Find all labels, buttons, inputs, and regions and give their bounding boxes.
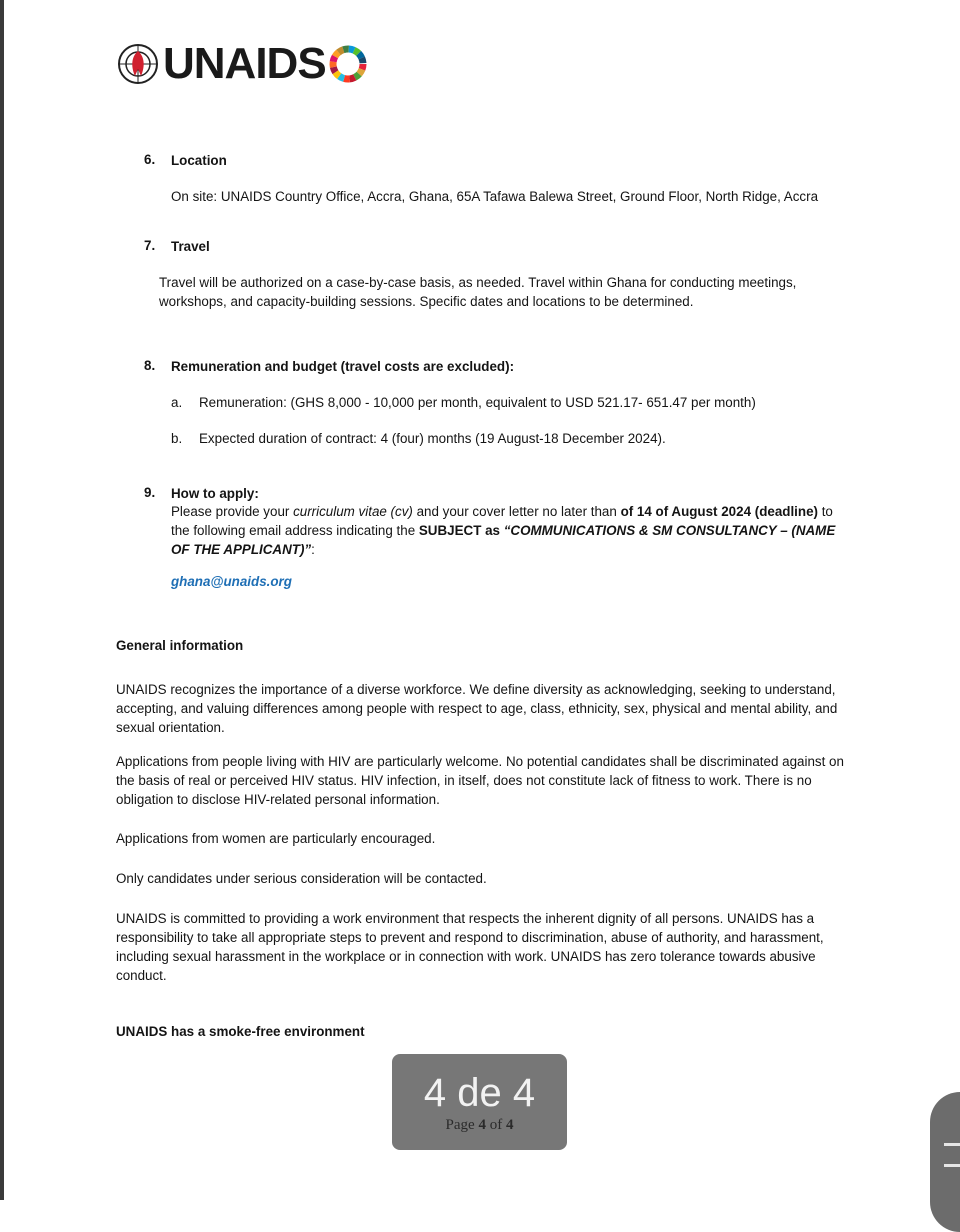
section-heading-location: Location (171, 153, 227, 168)
list-marker: a. (171, 395, 183, 410)
general-information-heading: General information (116, 638, 244, 653)
dignity-paragraph: UNAIDS is committed to providing a work environment that respects the inherent dignity of all persons. UNAIDS has a responsibility to take all appropriate steps to prevent and respond to discrimination, abuse of authority, and harassment, including sexual harassment in the workplace or in connection with work. UNAIDS has zero tolerance towards abusive conduct. (116, 911, 824, 983)
travel-text: Travel will be authorized on a case-by-case basis, as needed. Travel within Ghana for conducting meetings, workshops, and capacity-building sessions. Specific dates and locations to be determined. (159, 275, 797, 309)
section-heading-how-to-apply: How to apply: (171, 486, 259, 501)
section-heading-remuneration: Remuneration and budget (travel costs are excluded): (171, 359, 515, 374)
hiv-paragraph: Applications from people living with HIV are particularly welcome. No potential candidates shall be discriminated against on the basis of real or perceived HIV status. HIV infection, in itself, does not constitute lack of fitness to work. There is no obligation to disclose HIV-related personal information. (116, 754, 844, 807)
page-indicator (392, 1054, 567, 1150)
logo-wordmark: UNAIDS (163, 39, 326, 88)
section-number: 9. (144, 485, 156, 500)
page-indicator-sub: Page 4 of 4 (445, 1116, 514, 1133)
section-heading-travel: Travel (171, 239, 210, 254)
unaids-logo (117, 39, 368, 88)
page-indicator-label: 4 de 4 (423, 1070, 536, 1115)
scroll-handle[interactable] (930, 1092, 960, 1232)
diversity-paragraph: UNAIDS recognizes the importance of a diverse workforce. We define diversity as acknowledging, seeking to understand, accepting, and valuing differences among people with respect to age, class, ethnicity, sex, physical and mental ability, and sexual orientation. (116, 682, 838, 735)
left-edge-border (0, 0, 4, 1200)
section-number: 6. (144, 152, 156, 167)
apply-instructions: Please provide your curriculum vitae (cv) and your cover letter no later than of 14 of August 2024 (deadline) to the following email address indicating the SUBJECT as “COMMUNICATIONS & SM CONSULTANCY – (NAME OF THE APPLICANT)”: (171, 504, 836, 557)
sdg-wheel-icon (328, 44, 368, 84)
smoke-free-note: UNAIDS has a smoke-free environment (116, 1024, 365, 1039)
section-number: 8. (144, 358, 156, 373)
location-text: On site: UNAIDS Country Office, Accra, Ghana, 65A Tafawa Balewa Street, Ground Floor, North Ridge, Accra (171, 189, 819, 204)
section-number: 7. (144, 238, 156, 253)
contact-paragraph: Only candidates under serious consideration will be contacted. (116, 871, 487, 886)
email-link[interactable]: ghana@unaids.org (171, 574, 292, 589)
un-emblem-icon (117, 43, 159, 85)
scroll-grip-icon (944, 1164, 960, 1167)
scroll-grip-icon (944, 1143, 960, 1146)
women-paragraph: Applications from women are particularly encouraged. (116, 831, 436, 846)
duration-text: Expected duration of contract: 4 (four) months (19 August-18 December 2024). (199, 431, 666, 446)
remuneration-text: Remuneration: (GHS 8,000 - 10,000 per month, equivalent to USD 521.17- 651.47 per month) (199, 395, 756, 410)
list-marker: b. (171, 431, 183, 446)
